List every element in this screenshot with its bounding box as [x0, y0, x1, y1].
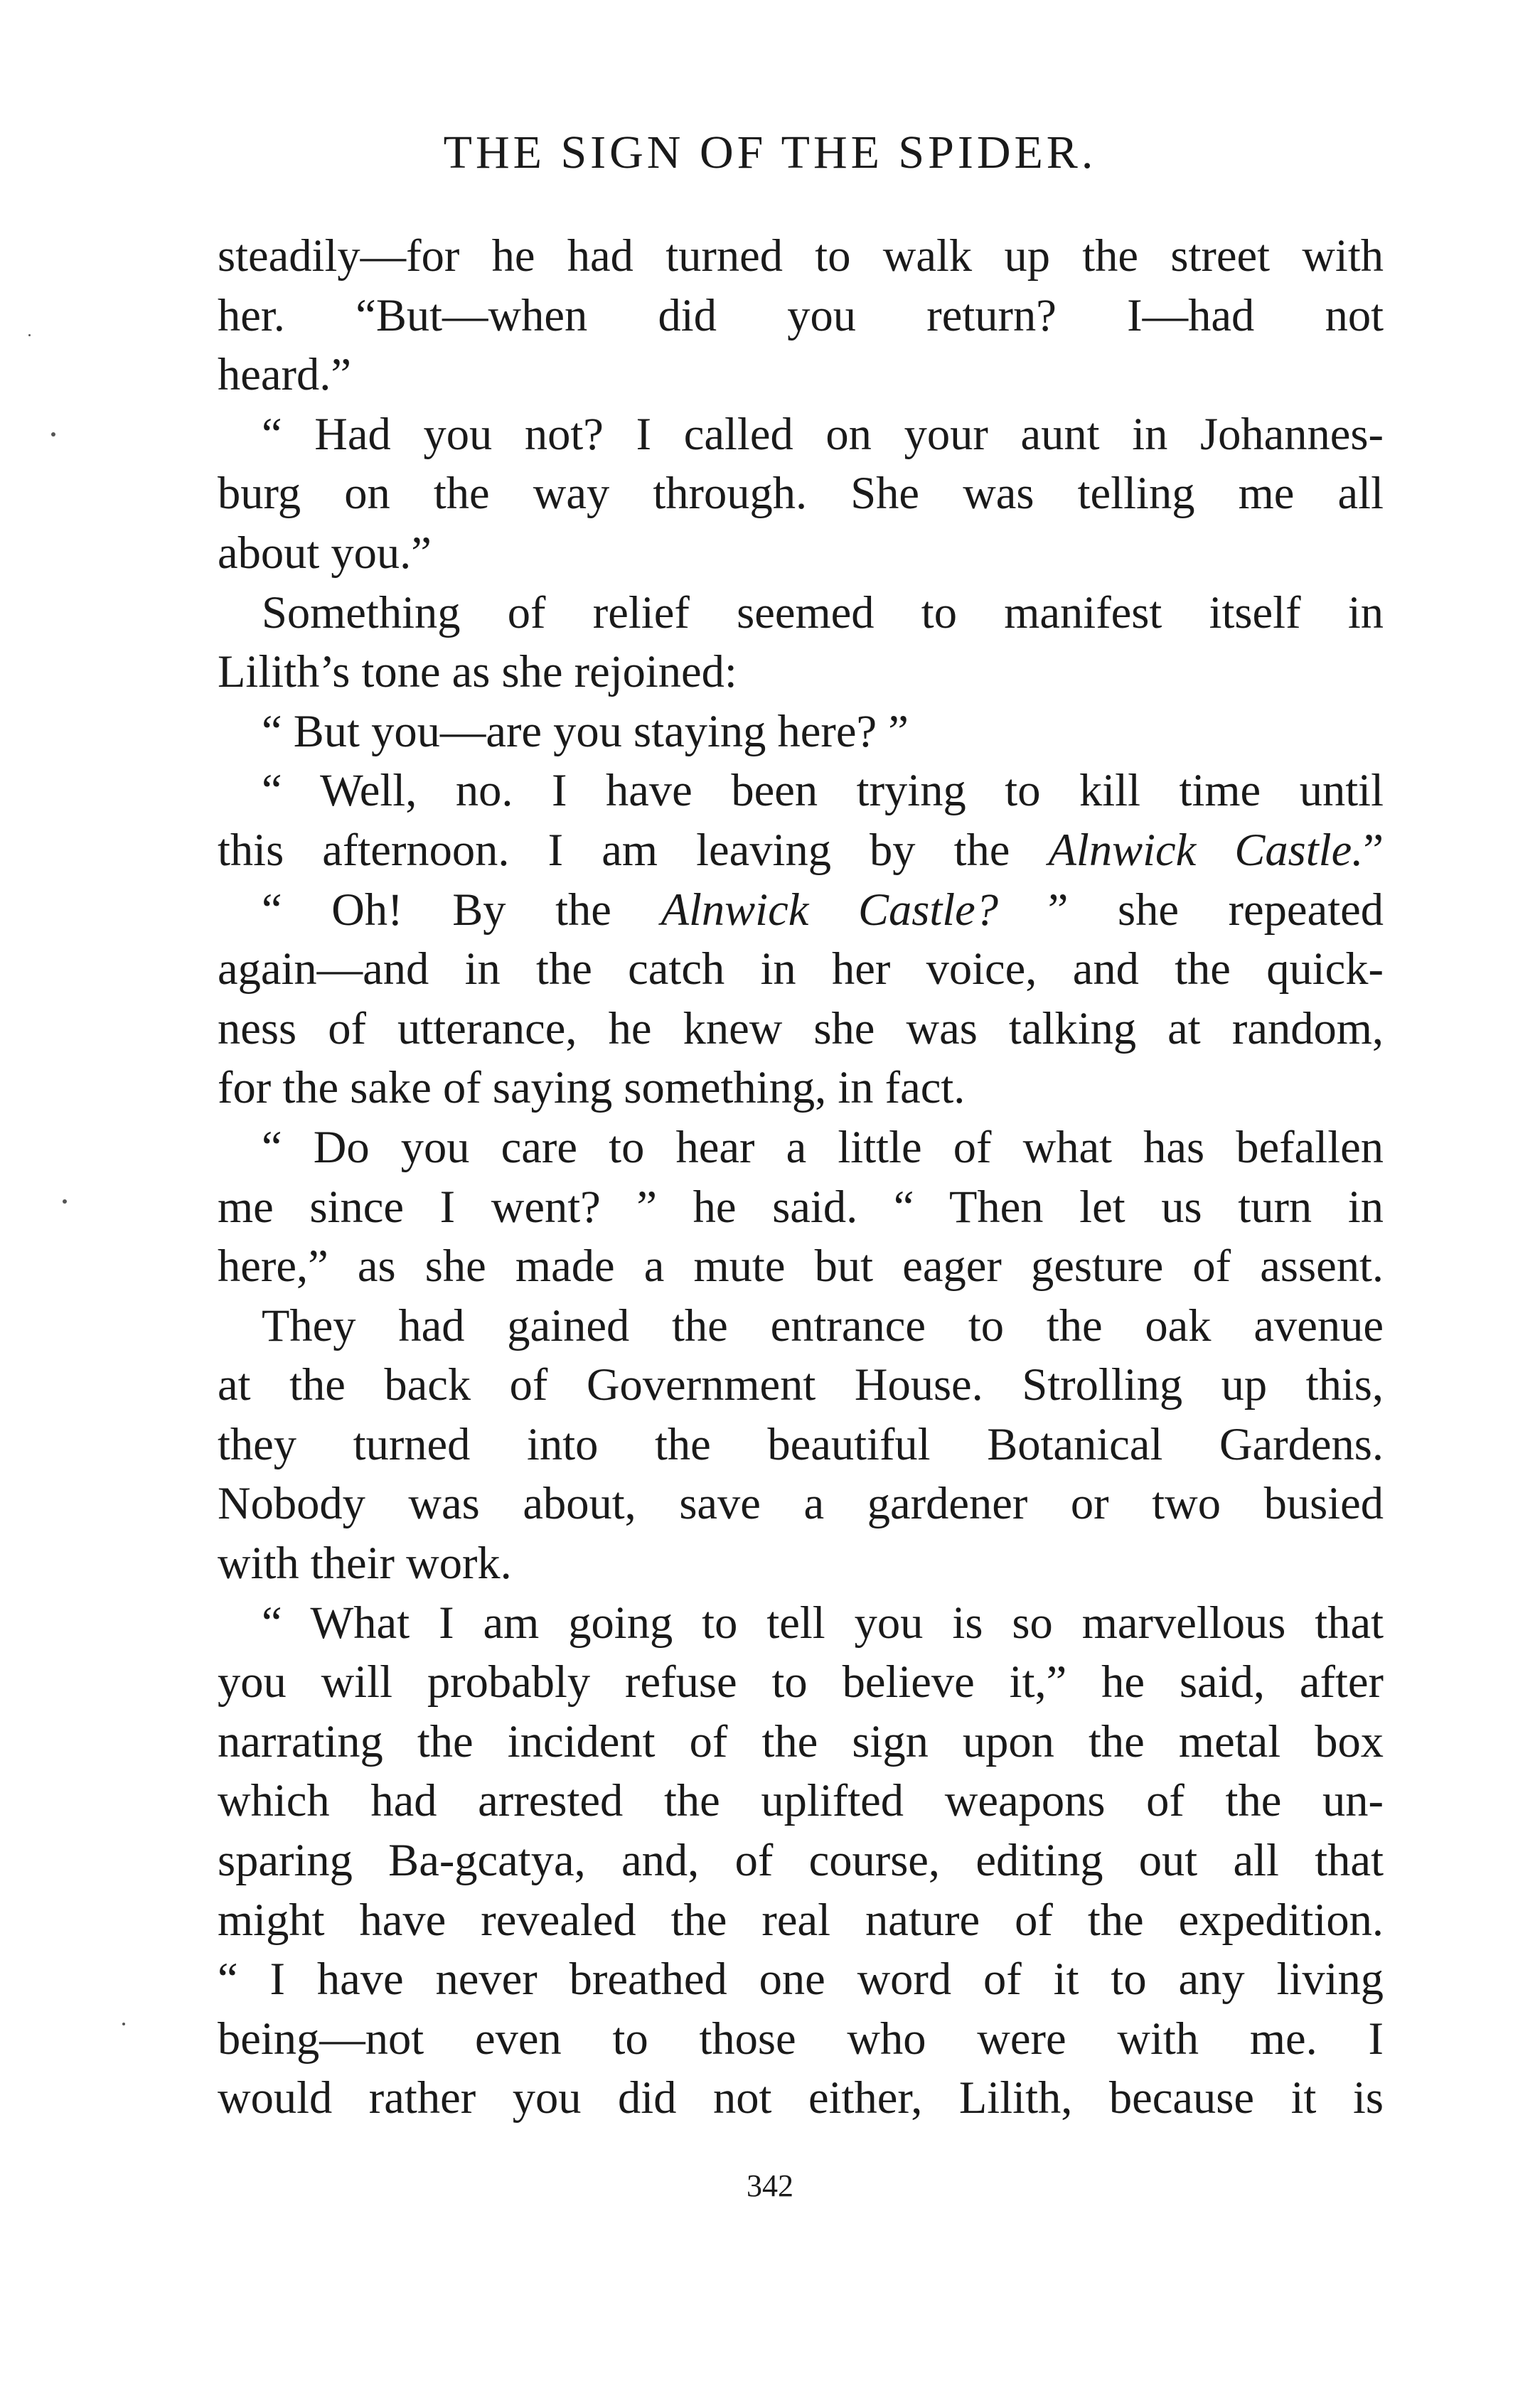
text-line: me since I went? ” he said. “ Then let us turn in — [218, 1181, 1384, 1232]
paper-speck — [51, 432, 55, 437]
text-line: “ But you—are you staying here? ” — [262, 705, 909, 756]
text-line: Nobody was about, save a gardener or two busied — [218, 1478, 1384, 1529]
text-line: you will probably refuse to believe it,” he said, after — [218, 1656, 1384, 1708]
page-number: 342 — [747, 2168, 793, 2203]
text-line: “ What I am going to tell you is so marvellous that — [262, 1597, 1384, 1648]
text-line: which had arrested the uplifted weapons of the un- — [218, 1775, 1384, 1826]
text-line: would rather you did not either, Lilith, because it is — [218, 2072, 1384, 2124]
text-line: steadily—for he had turned to walk up the street with — [218, 230, 1384, 281]
text-line: this afternoon. I am leaving by the Alnwick Castle.” — [218, 824, 1384, 875]
text-line: narrating the incident of the sign upon the metal box — [218, 1715, 1384, 1767]
paper-speck — [122, 2023, 125, 2025]
text-line: They had gained the entrance to the oak avenue — [262, 1300, 1384, 1351]
text-line: here,” as she made a mute but eager gesture of assent. — [218, 1241, 1384, 1292]
text-line: Lilith’s tone as she rejoined: — [218, 646, 737, 697]
paper-speck — [63, 1199, 67, 1204]
text-line: at the back of Government House. Strolling up this, — [218, 1359, 1384, 1410]
text-line: sparing Ba-gcatya, and, of course, editing out all that — [218, 1835, 1384, 1886]
text-line: ness of utterance, he knew she was talking at random, — [218, 1002, 1384, 1054]
text-line: with their work. — [218, 1538, 512, 1589]
text-line: her. “But—when did you return? I—had not — [218, 289, 1384, 341]
paper-speck — [28, 334, 31, 336]
ship-name: Alnwick Castle? — [661, 884, 999, 935]
text-line: “ Do you care to hear a little of what has befallen — [262, 1121, 1384, 1172]
ship-name: Alnwick Castle. — [1048, 824, 1364, 875]
text-line: being—not even to those who were with me. I — [218, 2013, 1384, 2064]
text-line: “ Had you not? I called on your aunt in Johannes- — [262, 408, 1384, 459]
text-line: they turned into the beautiful Botanical Gardens. — [218, 1418, 1384, 1469]
body-text — [218, 226, 1384, 2128]
text-line: “ I have never breathed one word of it to any living — [218, 1954, 1384, 2005]
text-line: for the sake of saying something, in fact. — [218, 1062, 966, 1113]
text-line: burg on the way through. She was telling me all — [218, 468, 1384, 519]
text-line: about you.” — [218, 527, 432, 578]
text-line: “ Well, no. I have been trying to kill time until — [262, 765, 1384, 816]
running-head: THE SIGN OF THE SPIDER. — [443, 127, 1097, 178]
text-line: heard.” — [218, 349, 351, 400]
text-line: “ Oh! By the Alnwick Castle? ” she repeated — [262, 884, 1384, 935]
text-line: Something of relief seemed to manifest itself in — [262, 587, 1384, 638]
text-line: might have revealed the real nature of the expedition. — [218, 1894, 1384, 1945]
text-line: again—and in the catch in her voice, and the quick- — [218, 943, 1384, 995]
